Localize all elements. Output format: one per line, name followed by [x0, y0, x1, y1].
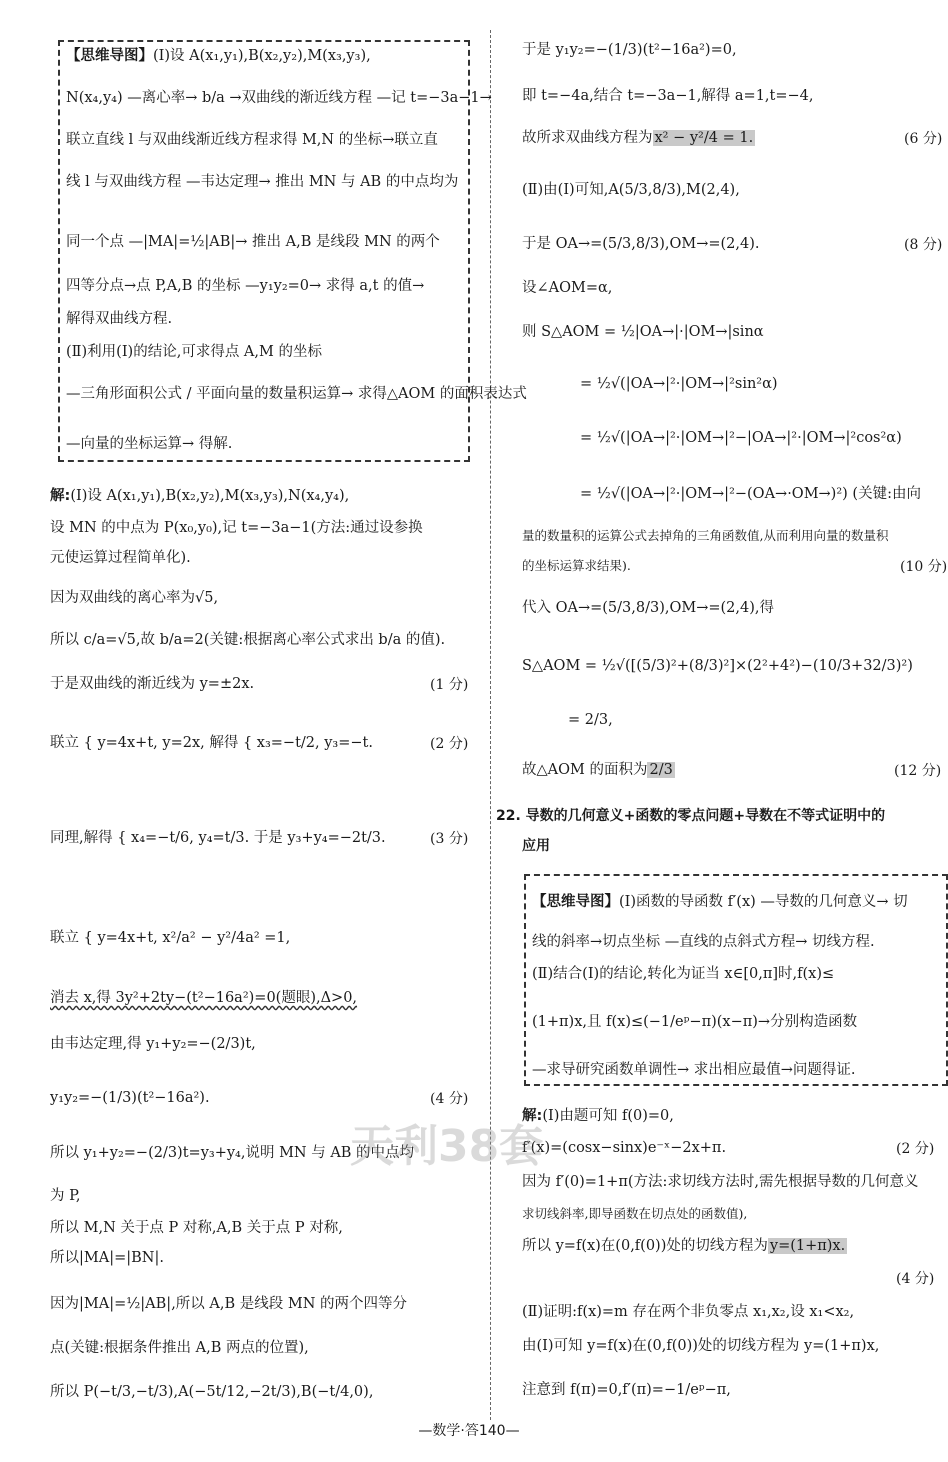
solution-label: 解: — [522, 1108, 543, 1124]
mind-map-line: (1+π)x,且 f(x)≤(−1/eᵖ−π)(x−π)→分别构造函数 — [532, 1014, 858, 1030]
page-footer: —数学·答140— — [418, 1423, 520, 1439]
solution-line: 故△AOM 的面积为 2/3 — [522, 762, 673, 778]
mind-map-line: 【思维导图】(Ⅰ)设 A(x₁,y₁),B(x₂,y₂),M(x₃,y₃), — [66, 48, 371, 64]
question-22-title: 22. 导数的几何意义+函数的零点问题+导数在不等式证明中的 — [496, 808, 886, 824]
score-points: (2 分) — [896, 1141, 935, 1157]
solution-line: (Ⅱ)由(Ⅰ)可知,A(5/3,8/3),M(2,4), — [522, 182, 740, 198]
solution-line: = 2/3, — [568, 712, 613, 728]
solution-line: 于是 OA→=(5/3,8/3),OM→=(2,4). — [522, 236, 760, 252]
solution-line: 于是双曲线的渐近线为 y=±2x. — [50, 676, 255, 692]
publisher-watermark: 天利38套 — [350, 1121, 544, 1172]
column-divider — [490, 30, 491, 1420]
score-points: (4 分) — [430, 1091, 469, 1107]
solution-line: 所以|MA|=|BN|. — [50, 1250, 164, 1266]
solution-line: 联立 { y=4x+t, y=2x, 解得 { x₃=−t/2, y₃=−t. — [50, 735, 373, 751]
solution-line: y₁y₂=−(1/3)(t²−16a²). — [50, 1090, 210, 1106]
solution-line: 因为|MA|=½|AB|,所以 A,B 是线段 MN 的两个四等分 — [50, 1296, 408, 1312]
score-points: (12 分) — [894, 763, 942, 779]
score-points: (10 分) — [900, 559, 948, 575]
solution-line: 所以 M,N 关于点 P 对称,A,B 关于点 P 对称, — [50, 1220, 343, 1236]
solution-line: = ½√(|OA→|²·|OM→|²−|OA→|²·|OM→|²cos²α) — [580, 430, 902, 446]
solution-line: 元使运算过程简单化). — [50, 550, 191, 566]
score-points: (3 分) — [430, 831, 469, 847]
tangent-equation-answer: y=(1+π)x. — [769, 1238, 846, 1254]
mind-map-line: 线 l 与双曲线方程 —韦达定理→ 推出 MN 与 AB 的中点均为 — [66, 174, 459, 190]
solution-line: 所以 P(−t/3,−t/3),A(−5t/12,−2t/3),B(−t/4,0), — [50, 1384, 374, 1400]
score-points: (6 分) — [904, 131, 943, 147]
mind-map-line: (Ⅱ)结合(Ⅰ)的结论,转化为证当 x∈[0,π]时,f(x)≤ — [532, 966, 835, 982]
mind-map-line: —三角形面积公式 / 平面向量的数量积运算→ 求得△AOM 的面积表达式 — [66, 386, 527, 402]
solution-line: 解:(Ⅰ)设 A(x₁,y₁),B(x₂,y₂),M(x₃,y₃),N(x₄,y₄), — [50, 488, 350, 504]
mind-map-line: N(x₄,y₄) —离心率→ b/a →双曲线的渐近线方程 —记 t=−3a−1→ — [66, 90, 492, 106]
score-points: (1 分) — [430, 677, 469, 693]
solution-line: = ½√(|OA→|²·|OM→|²sin²α) — [580, 376, 778, 392]
solution-line: 点(关键:根据条件推出 A,B 两点的位置), — [50, 1340, 309, 1356]
solution-line: = ½√(|OA→|²·|OM→|²−(OA→·OM→)²) (关键:由向 — [580, 486, 921, 502]
question-22-title: 应用 — [522, 838, 550, 854]
solution-line: 由韦达定理,得 y₁+y₂=−(2/3)t, — [50, 1036, 256, 1052]
mind-map-title: 【思维导图】 — [66, 48, 153, 64]
mind-map-line: (Ⅱ)利用(Ⅰ)的结论,可求得点 A,M 的坐标 — [66, 344, 322, 360]
hyperbola-equation-answer: x² − y²/4 = 1. — [654, 130, 754, 146]
solution-line: 联立 { y=4x+t, x²/a² − y²/4a² =1, — [50, 930, 291, 946]
mind-map-line: 解得双曲线方程. — [66, 311, 173, 327]
solution-line: 注意到 f(π)=0,f′(π)=−1/eᵖ−π, — [522, 1382, 731, 1398]
mind-map-line: 同一个点 —|MA|=½|AB|→ 推出 A,B 是线段 MN 的两个 — [66, 234, 440, 250]
solution-line: 解:(Ⅰ)由题可知 f(0)=0, — [522, 1108, 674, 1124]
solution-line: 求切线斜率,即导函数在切点处的函数值), — [522, 1206, 748, 1221]
mind-map-line: 线的斜率→切点坐标 —直线的点斜式方程→ 切线方程. — [532, 934, 875, 950]
mind-map-line: —向量的坐标运算→ 得解. — [66, 436, 233, 452]
solution-line: 则 S△AOM = ½|OA→|·|OM→|sinα — [522, 324, 764, 340]
solution-line: S△AOM = ½√([(5/3)²+(8/3)²]×(2²+4²)−(10/3+32/3)²) — [522, 658, 913, 674]
score-points: (4 分) — [896, 1271, 935, 1287]
mind-map-line: 联立直线 l 与双曲线渐近线方程求得 M,N 的坐标→联立直 — [66, 132, 438, 148]
solution-line: 因为 f′(0)=1+π(方法:求切线方法时,需先根据导数的几何意义 — [522, 1174, 919, 1190]
solution-line: 同理,解得 { x₄=−t/6, y₄=t/3. 于是 y₃+y₄=−2t/3. — [50, 830, 386, 846]
solution-line: 消去 x,得 3y²+2ty−(t²−16a²)=0(题眼),Δ>0, — [50, 990, 358, 1006]
solution-line: 所以 y=f(x)在(0,f(0))处的切线方程为 y=(1+π)x. — [522, 1238, 846, 1254]
solution-line: 代入 OA→=(5/3,8/3),OM→=(2,4),得 — [522, 600, 774, 616]
mind-map-title: 【思维导图】 — [532, 894, 619, 910]
solution-line: 的坐标运算求结果). — [522, 558, 631, 573]
solution-line: 所以 y₁+y₂=−(2/3)t=y₃+y₄,说明 MN 与 AB 的中点均 — [50, 1145, 415, 1161]
solution-line: 量的数量积的运算公式去掉角的三角函数值,从而利用向量的数量积 — [522, 528, 889, 543]
mind-map-line: 四等分点→点 P,A,B 的坐标 —y₁y₂=0→ 求得 a,t 的值→ — [66, 278, 425, 294]
solution-line: 即 t=−4a,结合 t=−3a−1,解得 a=1,t=−4, — [522, 88, 814, 104]
solution-line: 因为双曲线的离心率为√5, — [50, 590, 219, 606]
solution-label: 解: — [50, 488, 71, 504]
solution-line: 为 P, — [50, 1188, 81, 1204]
solution-line: 所以 c/a=√5,故 b/a=2(关键:根据离心率公式求出 b/a 的值). — [50, 632, 446, 648]
solution-line: (Ⅱ)证明:f(x)=m 存在两个非负零点 x₁,x₂,设 x₁<x₂, — [522, 1304, 855, 1320]
score-points: (2 分) — [430, 736, 469, 752]
solution-line: 设∠AOM=α, — [522, 280, 613, 296]
mind-map-line: 【思维导图】(Ⅰ)函数的导函数 f′(x) —导数的几何意义→ 切 — [532, 894, 908, 910]
solution-line: 由(Ⅰ)可知 y=f(x)在(0,f(0))处的切线方程为 y=(1+π)x, — [522, 1338, 880, 1354]
solution-line: 于是 y₁y₂=−(1/3)(t²−16a²)=0, — [522, 42, 737, 58]
mind-map-line: —求导研究函数单调性→ 求出相应最值→问题得证. — [532, 1062, 856, 1078]
area-answer: 2/3 — [649, 762, 673, 778]
score-points: (8 分) — [904, 237, 943, 253]
solution-line: f′(x)=(cosx−sinx)e⁻ˣ−2x+π. — [522, 1140, 727, 1156]
solution-line: 故所求双曲线方程为 x² − y²/4 = 1. — [522, 130, 754, 146]
solution-line: 设 MN 的中点为 P(x₀,y₀),记 t=−3a−1(方法:通过设参换 — [50, 520, 423, 536]
